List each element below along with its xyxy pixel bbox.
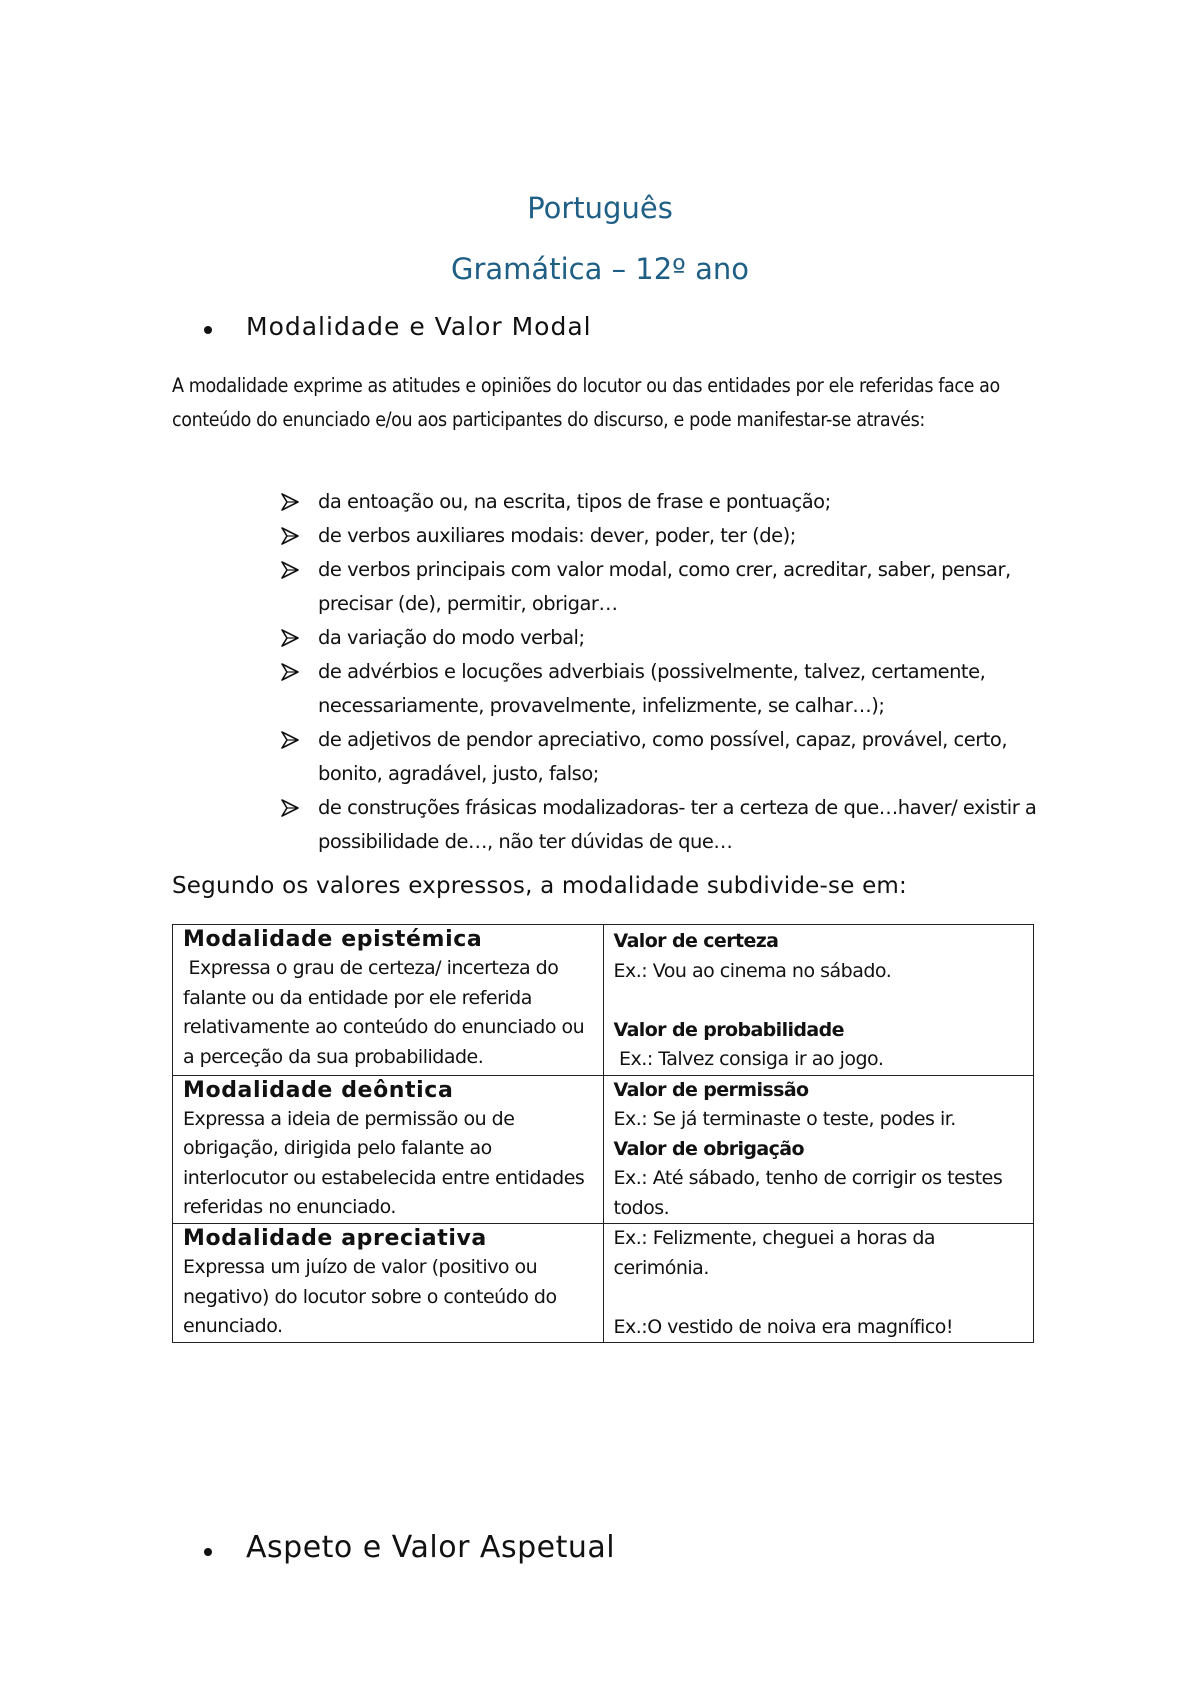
value-label: Valor de certeza — [613, 930, 779, 952]
list-item-text: de adjetivos de pendor apreciativo, como possível, capaz, provável, certo, bonito, agradável, justo, falso; — [318, 728, 1008, 785]
list-item — [280, 485, 1040, 519]
table-cell — [173, 925, 604, 1076]
section-heading-aspeto — [204, 1530, 615, 1565]
value-example: Ex.: Vou ao cinema no sábado. — [613, 959, 892, 982]
list-item-text: de advérbios e locuções adverbiais (possivelmente, talvez, certamente, necessariamente, provavelmente, infelizmente, se calhar…); — [318, 660, 986, 717]
section-heading-label: Modalidade e Valor Modal — [246, 312, 592, 341]
value-example: Ex.:O vestido de noiva era magnífico! — [613, 1315, 954, 1338]
list-item-text: de construções frásicas modalizadoras- ter a certeza de que…haver/ existir a possibilidade de…, não ter dúvidas de que… — [318, 796, 1037, 853]
value-label: Valor de probabilidade — [613, 1018, 844, 1041]
value-example: Ex.: Talvez consiga ir ao jogo. — [613, 1048, 884, 1070]
list-item — [280, 519, 1040, 553]
value-example: Ex.: Felizmente, cheguei a horas da cerimónia. — [613, 1227, 936, 1279]
row-description: Expressa um juízo de valor (positivo ou negativo) do locutor sobre o conteúdo do enunciado. — [183, 1256, 557, 1337]
row-heading: Modalidade deôntica — [183, 1077, 454, 1103]
list-item-text: de verbos principais com valor modal, como crer, acreditar, saber, pensar, precisar (de), permitir, obrigar… — [318, 558, 1011, 615]
value-label: Valor de obrigação — [613, 1137, 804, 1160]
arrow-bullet-icon — [280, 799, 300, 817]
value-example: Ex.: Até sábado, tenho de corrigir os testes todos. — [613, 1167, 1003, 1219]
row-description: Expressa o grau de certeza/ incerteza do falante ou da entidade por ele referida relativamente ao conteúdo do enunciado ou a perceção da sua probabilidade. — [183, 957, 590, 1068]
spacer — [614, 1283, 1024, 1313]
list-item-text: de verbos auxiliares modais: dever, poder, ter (de); — [318, 524, 796, 547]
bullet-icon — [204, 1548, 212, 1556]
table-cell — [603, 925, 1034, 1076]
value-label: Valor de permissão — [613, 1078, 809, 1101]
list-item — [280, 655, 1040, 723]
value-example: Ex.: Se já terminaste o teste, podes ir. — [613, 1108, 956, 1130]
section-heading-modalidade — [204, 312, 592, 341]
table-cell — [603, 1224, 1034, 1343]
list-item — [280, 791, 1040, 859]
list-item — [280, 723, 1040, 791]
table-row — [173, 1224, 1034, 1343]
subdivision-intro: Segundo os valores expressos, a modalidade subdivide-se em: — [172, 873, 907, 899]
table-cell — [173, 1224, 604, 1343]
list-item-text: da entoação ou, na escrita, tipos de frase e pontuação; — [318, 490, 831, 513]
arrow-bullet-icon — [280, 493, 300, 511]
row-description: Expressa a ideia de permissão ou de obrigação, dirigida pelo falante ao interlocutor ou estabelecida entre entidades referidas no enunciado. — [183, 1107, 585, 1218]
arrow-bullet-icon — [280, 527, 300, 545]
document-subtitle: Gramática – 12º ano — [451, 252, 749, 286]
arrow-bullet-icon — [280, 731, 300, 749]
list-item — [280, 553, 1040, 621]
arrow-bullet-icon — [280, 629, 300, 647]
modal-means-list — [280, 485, 1040, 859]
spacer — [614, 986, 1024, 1016]
intro-paragraph: A modalidade exprime as atitudes e opiniões do locutor ou das entidades por ele referidas face ao conteúdo do enunciado e/ou aos participantes do discurso, e pode manifestar-se através: — [172, 374, 1000, 431]
bullet-icon — [204, 326, 212, 334]
table-row — [173, 925, 1034, 1076]
list-item — [280, 621, 1040, 655]
table-row — [173, 1075, 1034, 1224]
table-cell — [173, 1075, 604, 1224]
row-heading: Modalidade epistémica — [183, 927, 483, 952]
modality-table — [172, 924, 1034, 1343]
arrow-bullet-icon — [280, 561, 300, 579]
document-title: Português — [527, 191, 673, 225]
list-item-text: da variação do modo verbal; — [318, 626, 585, 649]
table-cell — [603, 1075, 1034, 1224]
arrow-bullet-icon — [280, 663, 300, 681]
row-heading: Modalidade apreciativa — [183, 1226, 487, 1251]
section-heading-label: Aspeto e Valor Aspetual — [246, 1530, 616, 1565]
